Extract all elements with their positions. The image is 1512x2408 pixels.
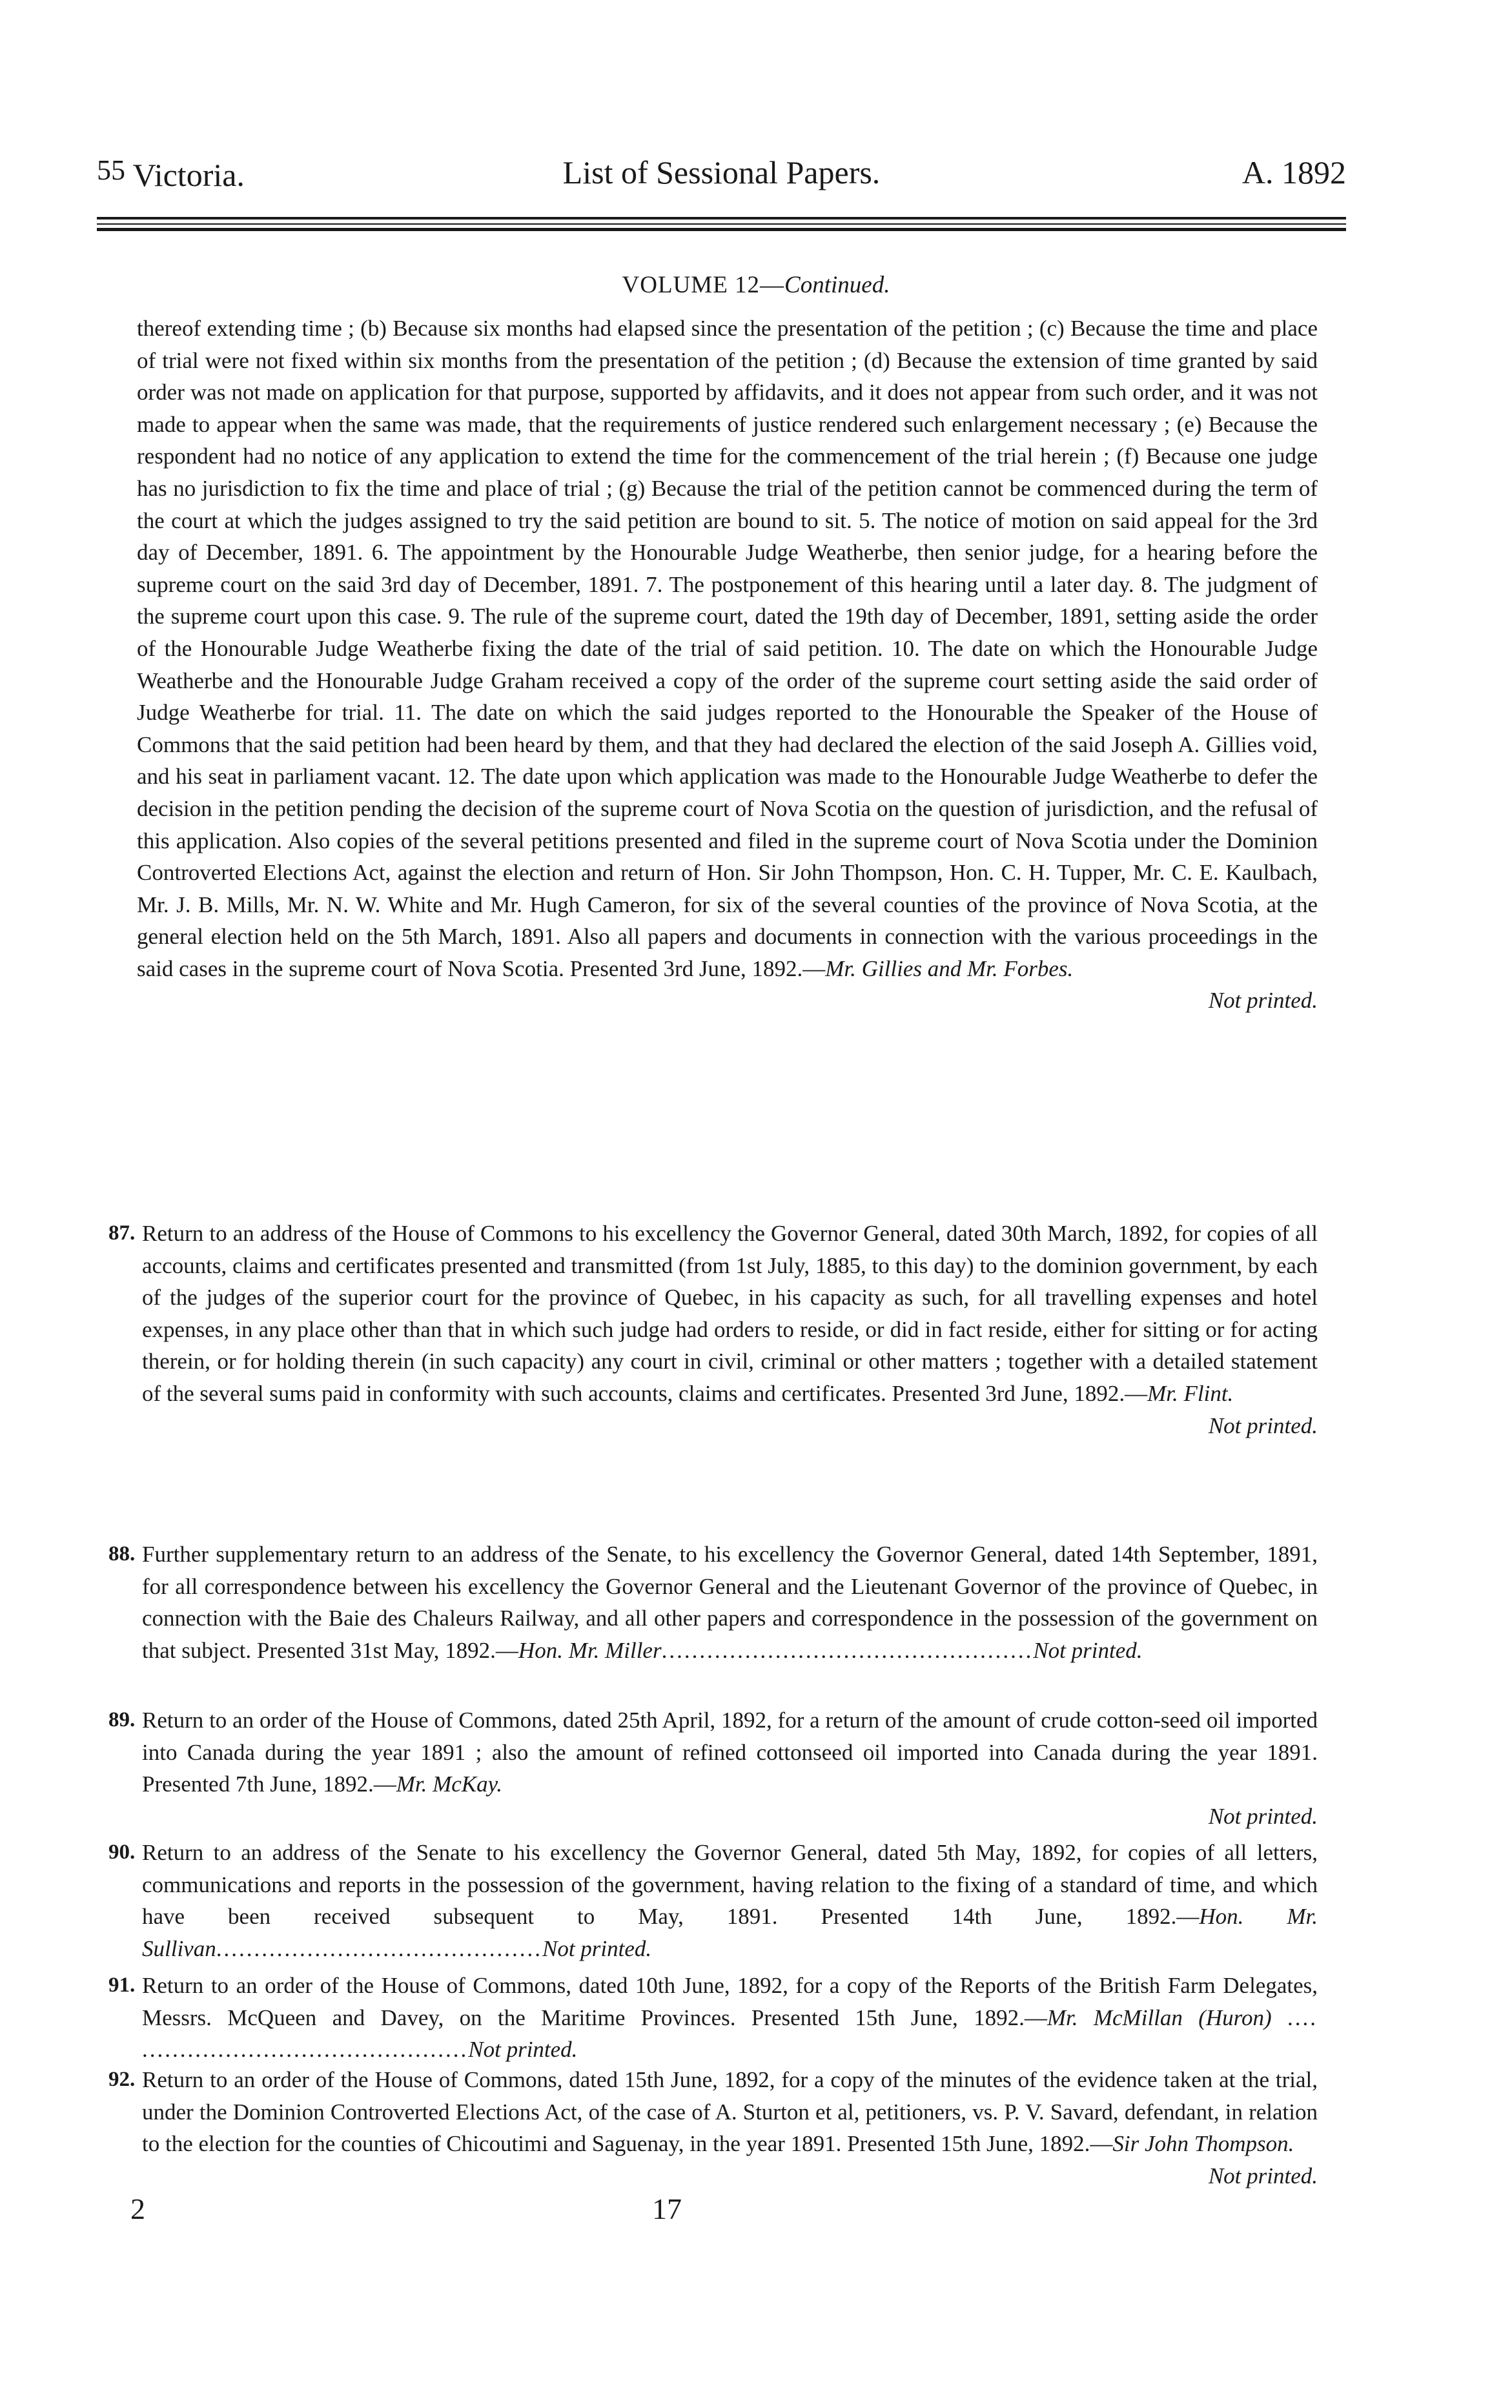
entry-status: Not printed. (1208, 1803, 1318, 1829)
header-session-number: 55 (97, 154, 125, 186)
entry-body: Return to an address of the House of Commons to his excellency the Governor General, dated 30th March, 1892, for copies of all accounts, claims and certificates presented and transmitted (from 1st July, 1885, to this day) to the dominion government, by each of the judges of the superior court for the province of Quebec, in his capacity as such, for all travelling expenses and hotel expenses, in any place other than that in which such judge had orders to reside, or did in fact reside, either for sitting or for acting therein, or for holding therein (in such capacity) any court in civil, criminal or other matters ; together with a detailed statement of the several sums paid in conformity with such accounts, claims and certificates. Presented 3rd June, 1892.— (142, 1221, 1318, 1406)
entry-status: Not printed. (1208, 1413, 1318, 1438)
entry-mover: Mr. Flint. (1147, 1380, 1234, 1406)
entry-92 (108, 2064, 1318, 2192)
entry-mover: Hon. Mr. Miller (518, 1637, 662, 1663)
entry-number: 87. (108, 1221, 136, 1245)
entry-number: 91. (108, 1974, 136, 1997)
entry-status: Not printed. (468, 2037, 578, 2063)
header-session-label: Victoria. (132, 157, 245, 193)
entry-text (142, 1837, 1318, 1964)
entry-text (142, 2064, 1318, 2160)
entry-text (142, 1704, 1318, 1801)
continued-entry-text (137, 312, 1318, 985)
entry-90 (108, 1837, 1318, 1964)
entry-mover: Mr. McMillan (Huron) (1047, 2005, 1272, 2030)
entry-mover: Mr. Gillies and Mr. Forbes. (825, 955, 1074, 981)
entry-body: Return to an address of the Senate to his excellency the Governor General, dated 5th May, 1892, for copies of all letters, communications and reports in the possession of the government, having relation to the fixing of a standard of time, and which have been received subsequent to May, 1891. Presented 14th June, 1892.— (142, 1840, 1318, 1930)
entry-mover: Sir John Thompson. (1112, 2131, 1294, 2157)
footer-page-number: 17 (652, 2192, 682, 2225)
volume-heading (0, 271, 1512, 299)
leader-dots: .... ........................................... (142, 2005, 1318, 2063)
entry-mover: Hon. Mr. Sullivan (142, 1904, 1318, 1961)
entry-body: Return to an order of the House of Commons, dated 25th April, 1892, for a return of the amount of crude cotton-seed oil imported into Canada during the year 1891 ; also the amount of refined cottonseed oil imported into Canada during the year 1891. Presented 7th June, 1892.— (142, 1708, 1318, 1797)
entry-status: Not printed. (1033, 1637, 1143, 1663)
entry-text (142, 1218, 1318, 1410)
entry-number: 90. (108, 1841, 136, 1864)
header-year: A. 1892 (1241, 154, 1346, 190)
entry-text (142, 1538, 1318, 1666)
header-title: List of Sessional Papers. (562, 154, 881, 190)
header-rule (97, 228, 1346, 231)
entry-status: Not printed. (542, 1935, 652, 1961)
entry-number: 89. (108, 1708, 136, 1731)
entry-88 (108, 1538, 1318, 1666)
leader-dots: ................................................. (661, 1637, 1034, 1663)
volume-heading-main: VOLUME 12— (622, 272, 785, 298)
header-rule (97, 217, 1346, 219)
entry-number: 88. (108, 1542, 136, 1566)
leader-dots: ........................................... (216, 1935, 542, 1961)
entry-body: Return to an order of the House of Commons, dated 10th June, 1892, for a copy of the Reports of the British Farm Delegates, Messrs. McQueen and Davey, on the Maritime Provinces. Presented 15th June, 1892.— (142, 1973, 1318, 2030)
entry-status: Not printed. (1208, 988, 1318, 1014)
entry-87 (108, 1218, 1318, 1442)
running-header (97, 154, 1346, 199)
entry-mover: Mr. McKay. (396, 1771, 502, 1797)
continued-entry (137, 312, 1318, 1017)
entry-text (142, 1970, 1318, 2066)
volume-heading-continued: Continued. (784, 272, 890, 298)
footer-volume-number: 2 (130, 2192, 145, 2225)
entry-body: Further supplementary return to an address of the Senate, to his excellency the Governor General, dated 14th September, 1891, for all correspondence between his excellency the Governor General and the Lieutenant Governor of the province of Quebec, in connection with the Baie des Chaleurs Railway, and all other papers and correspondence in the possession of the government on that subject. Presented 31st May, 1892.— (142, 1542, 1318, 1663)
header-rule (97, 223, 1346, 225)
entry-body: thereof extending time ; (b) Because six months had elapsed since the presentation of the petition ; (c) Because the time and place of trial were not fixed within six months from the presentation of the petition ; (d) Because the extension of time granted by said order was not made on application for that purpose, supported by affidavits, and it does not appear from such order, and it was not made to appear when the same was made, that the requirements of justice rendered such enlargement necessary ; (e) Because the respondent had no notice of any application to extend the time for the commencement of the trial herein ; (f) Because one judge has no jurisdiction to fix the time and place of trial ; (g) Because the trial of the petition cannot be commenced during the term of the court at which the judges assigned to try the said petition are bound to sit. 5. The notice of motion on said appeal for the 3rd day of December, 1891. 6. The appointment by the Honourable Judge Weatherbe, then senior judge, for a hearing before the supreme court on the said 3rd day of December, 1891. 7. The postponement of this hearing until a later day. 8. The judgment of the supreme court upon this case. 9. The rule of the supreme court, dated the 19th day of December, 1891, setting aside the order of the Honourable Judge Weatherbe fixing the date of the trial of said petition. 10. The date on which the Honourable Judge Weatherbe and the Honourable Judge Graham received a copy of the order of the supreme court setting aside the said order of Judge Weatherbe for trial. 11. The date on which the said judges reported to the Honourable the Speaker of the House of Commons that the said petition had been heard by them, and that they had declared the election of the said Joseph A. Gillies void, and his seat in parliament vacant. 12. The date upon which application was made to the Honourable Judge Weatherbe to defer the decision in the petition pending the decision of the supreme court of Nova Scotia on the question of jurisdiction, and the refusal of this application. Also copies of the several petitions presented and filed in the supreme court of Nova Scotia under the Dominion Controverted Elections Act, against the election and return of Hon. Sir John Thompson, Hon. C. H. Tupper, Mr. C. E. Kaulbach, Mr. J. B. Mills, Mr. N. W. White and Mr. Hugh Cameron, for six of the several counties of the province of Nova Scotia, at the general election held on the 5th March, 1891. Also all papers and documents in connection with the various proceedings in the said cases in the supreme court of Nova Scotia. Presented 3rd June, 1892.— (137, 316, 1318, 981)
entry-number: 92. (108, 2068, 136, 2091)
entry-91 (108, 1970, 1318, 2066)
entry-status: Not printed. (1208, 2163, 1318, 2189)
entry-89 (108, 1704, 1318, 1832)
entry-body: Return to an order of the House of Commons, dated 15th June, 1892, for a copy of the minutes of the evidence taken at the trial, under the Dominion Controverted Elections Act, of the case of A. Sturton et al, petitioners, vs. P. V. Savard, defendant, in relation to the election for the counties of Chicoutimi and Saguenay, in the year 1891. Presented 15th June, 1892.— (142, 2067, 1318, 2157)
